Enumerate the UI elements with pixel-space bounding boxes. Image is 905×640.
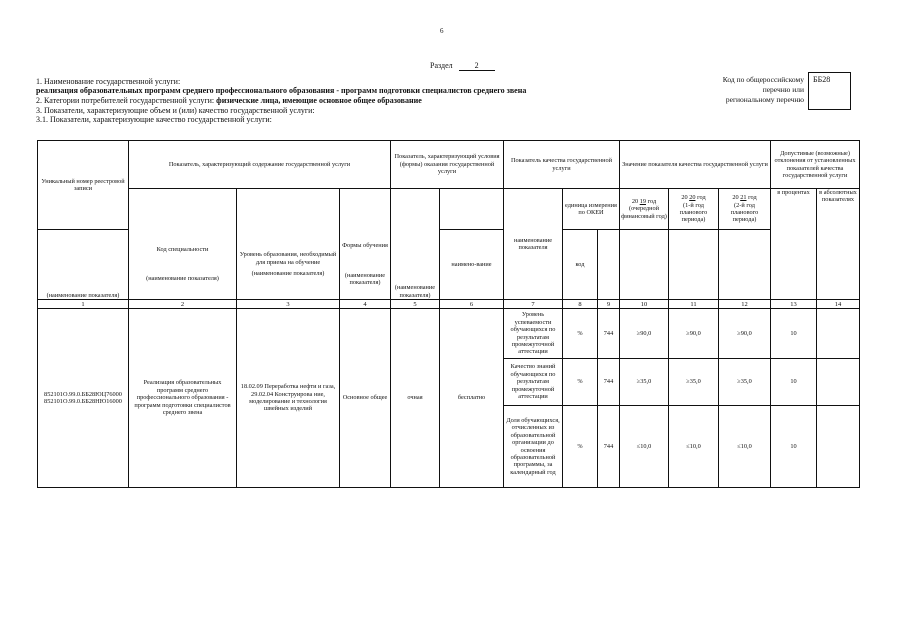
indicator-deviation-percent: 10 (771, 309, 817, 359)
record-specialty: 18.02.09 Переработка нефти и газа, 29.02.04 Конструирова ние, моделирование и технология швейных изделий (237, 309, 340, 488)
registry-code-box (808, 72, 851, 110)
header-education-level (237, 230, 340, 300)
header-unit-name: наимено-вание (440, 230, 504, 300)
section-label: Раздел (430, 61, 453, 70)
indicator-value-1: ≥90,0 (620, 309, 669, 359)
year-prefix: 20 (631, 197, 639, 205)
header-percent: в процентах (771, 189, 817, 300)
header-blank (129, 189, 237, 230)
header-indicator-name: наименование показателя (504, 189, 563, 300)
naim-label: (наименование показателя) (344, 271, 386, 286)
column-number: 11 (669, 300, 719, 309)
header-blank (237, 189, 340, 230)
column-number: 10 (620, 300, 669, 309)
column-number: 7 (504, 300, 563, 309)
table-row (38, 309, 860, 359)
registry-code-label-line: Код по общероссийскому (722, 75, 804, 84)
indicator-code: 744 (598, 406, 620, 488)
quality-indicators-table (37, 140, 860, 488)
header-unit-code: код (563, 230, 598, 300)
registry-code-label-line: региональному перечню (725, 95, 804, 104)
specialty-code-label: Код специальности (156, 245, 209, 253)
header-quality: Показатель качества государственной услуги (504, 141, 620, 189)
year-suffix: год (647, 197, 657, 205)
indicator-deviation-absolute (817, 359, 860, 406)
section-heading (430, 61, 495, 71)
year-prefix: 20 (732, 194, 739, 202)
naim-label: (наименование показателя) (251, 269, 325, 277)
registry-code-label (690, 75, 804, 105)
column-number: 13 (771, 300, 817, 309)
year-value: 19 (639, 197, 646, 205)
header-naim: (наименование показателя) (38, 230, 129, 300)
section-3-1-heading: 3.1. Показатели, характеризующие качество государственной услуги: (36, 115, 272, 124)
indicator-name: Качество знаний обучающихся по результатам промежуточной аттестации (504, 359, 563, 406)
record-education-level: Основное общее (340, 309, 391, 488)
indicator-name: Уровень успеваемости обучающихся по результатам промежуточной аттестации (504, 309, 563, 359)
indicator-name: Доля обучающихся, отчисленных из образовательной организации до освоения образовательной программы, за календарный год (504, 406, 563, 488)
header-blank (669, 230, 719, 300)
year-description: (2-й год планового периода) (730, 201, 759, 224)
record-form: очная (391, 309, 440, 488)
record-content: Реализация образовательных программ среднего профессионального образования - программ подготовки специалистов среднего звена (129, 309, 237, 488)
section-3-heading: 3. Показатели, характеризующие объем и (или) качество государственной услуги: (36, 106, 315, 115)
registry-code-label-line: перечню или (762, 85, 804, 94)
header-blank (620, 230, 669, 300)
indicator-value-2: ≥90,0 (669, 309, 719, 359)
header-blank (391, 189, 440, 230)
indicator-unit: % (563, 359, 598, 406)
year-suffix: год (697, 194, 706, 202)
header-unit: единица измерения по ОКЕИ (563, 189, 620, 230)
year-value: 21 (740, 194, 747, 202)
header-year-2 (669, 189, 719, 230)
year-description: (1-й год планового периода) (679, 201, 708, 224)
indicator-value-2: ≥35,0 (669, 359, 719, 406)
indicator-deviation-percent: 10 (771, 359, 817, 406)
consumer-category (36, 96, 422, 105)
indicator-value-3: ≥90,0 (719, 309, 771, 359)
column-number: 8 (563, 300, 598, 309)
column-number: 5 (391, 300, 440, 309)
category-value: физические лица, имеющие основное общее образование (216, 96, 422, 105)
column-number: 9 (598, 300, 620, 309)
header-blank (340, 189, 391, 230)
column-number: 6 (440, 300, 504, 309)
indicator-value-1: ≥35,0 (620, 359, 669, 406)
year-suffix: год (748, 194, 757, 202)
indicator-unit: % (563, 406, 598, 488)
form-label: Формы обучения (342, 242, 388, 250)
naim-label: (наименование показателя) (146, 275, 219, 283)
indicator-code: 744 (598, 359, 620, 406)
service-name-label: 1. Наименование государственной услуги: (36, 77, 181, 86)
header-blank (598, 230, 620, 300)
column-number: 4 (340, 300, 391, 309)
header-year-3 (719, 189, 771, 230)
header-year-1 (620, 189, 669, 230)
record-unique-number: 852101О.99.0.ББ28ЮЦ76000 852101О.99.0.ББ28НЮ16000 (38, 309, 129, 488)
header-deviation: Допустимые (возможные) отклонения от установленных показателей качества государственной услуги (771, 141, 860, 189)
year-value: 20 (689, 194, 696, 202)
header-condition: (наименование показателя) (391, 230, 440, 300)
column-number: 3 (237, 300, 340, 309)
indicator-deviation-percent: 10 (771, 406, 817, 488)
indicator-value-2: ≤10,0 (669, 406, 719, 488)
category-label: 2. Категории потребителей государственной услуги: (36, 96, 215, 105)
indicator-value-1: ≤10,0 (620, 406, 669, 488)
education-level-label: Уровень образования, необходимый для приема на обучение (239, 251, 337, 266)
indicator-code: 744 (598, 309, 620, 359)
year-prefix: 20 (681, 194, 688, 202)
header-unique-number: Уникальный номер реестровой записи (38, 141, 129, 230)
column-number: 2 (129, 300, 237, 309)
header-form (340, 230, 391, 300)
column-number: 14 (817, 300, 860, 309)
column-numbers-row (38, 300, 860, 309)
header-conditions: Показатель, характеризующий условия (формы) оказания государственной услуги (391, 141, 504, 189)
indicator-deviation-absolute (817, 309, 860, 359)
header-specialty-code (129, 230, 237, 300)
indicator-value-3: ≥35,0 (719, 359, 771, 406)
indicator-value-3: ≤10,0 (719, 406, 771, 488)
service-name-value: реализация образовательных программ среднего профессионального образования - программ подготовки специалистов среднего звена (36, 86, 527, 95)
year-description: (очередной финансовый год) (621, 205, 667, 220)
record-condition: бесплатно (440, 309, 504, 488)
column-number: 1 (38, 300, 129, 309)
indicator-deviation-absolute (817, 406, 860, 488)
header-content: Показатель, характеризующий содержание государственной услуги (129, 141, 391, 189)
header-values: Значение показателя качества государственной услуги (620, 141, 771, 189)
registry-code-value: ББ28 (813, 75, 831, 84)
column-number: 12 (719, 300, 771, 309)
header-absolute: в абсолютных показателях (817, 189, 860, 300)
page-number: 6 (440, 27, 444, 35)
section-number: 2 (459, 61, 495, 71)
header-blank (440, 189, 504, 230)
indicator-unit: % (563, 309, 598, 359)
